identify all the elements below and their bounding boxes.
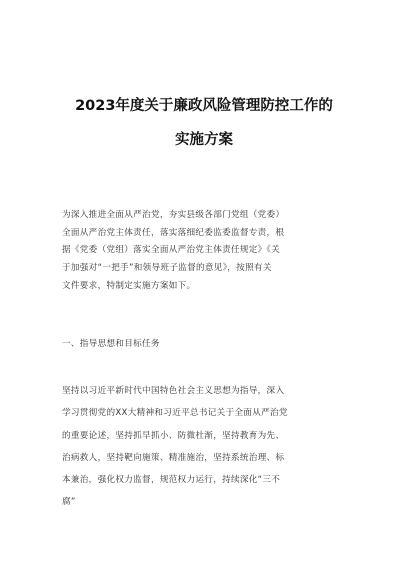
body-line: 学习贯彻党的XX大精神和习近平总书记关于全面从严治党 [62, 408, 288, 419]
intro-line: 据《党委（党组）落实全面从严治党主体责任规定》《关 [62, 245, 281, 256]
intro-paragraph [62, 207, 354, 296]
body-line: 本兼治，强化权力监督，规范权力运行，持续深化“三不 [62, 475, 281, 486]
intro-line: 全面从严治党主体责任，落实落细纪委监委监督专责，根 [62, 227, 285, 238]
body-line: 治病救人，坚持靶向施策、精准施治，坚持系统治理、标 [62, 452, 285, 463]
body-line: 腐” [62, 497, 76, 508]
body-paragraph [62, 380, 354, 514]
intro-line: 文件要求，特制定实施方案如下。 [62, 280, 196, 291]
body-line: 的重要论述，坚持抓早抓小、防微杜渐，坚持教育为先、 [62, 430, 285, 441]
intro-line: 为深入推进全面从严治党，夯实县级各部门党组（党委） [62, 210, 285, 220]
document-title-line-1: 2023年度关于廉政风险管理防控工作的 [75, 98, 333, 114]
body-line: 坚持以习近平新时代中国特色社会主义思想为指导，深入 [62, 386, 285, 396]
document-title-line-2: 实施方案 [175, 132, 233, 148]
intro-line: 于加强对“一把手”和领导班子监督的意见》，按照有关 [62, 263, 272, 274]
section-heading: 一、指导思想和目标任务 [62, 339, 160, 349]
